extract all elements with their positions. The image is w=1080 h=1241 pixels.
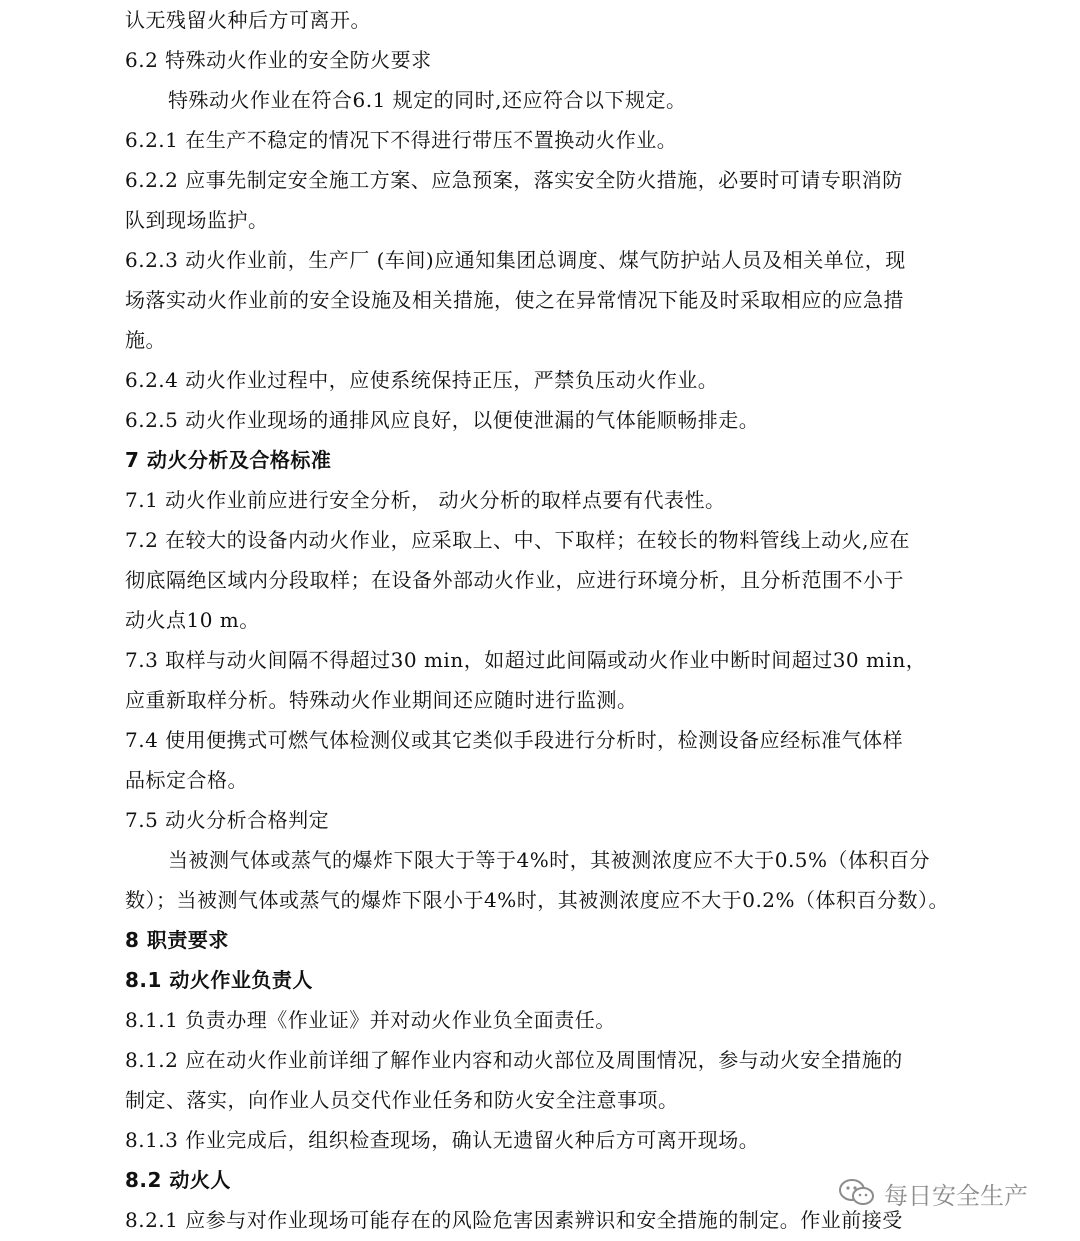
text-line: 6.2.2 应事先制定安全施工方案、应急预案，落实安全防火措施，必要时可请专职消防 xyxy=(125,168,903,192)
watermark xyxy=(838,1176,1028,1210)
text-line: 制定、落实，向作业人员交代作业任务和防火安全注意事项。 xyxy=(125,1088,679,1112)
text-line: 7.2 在较大的设备内动火作业，应采取上、中、下取样；在较长的物料管线上动火,应在 xyxy=(125,528,911,552)
wechat-icon xyxy=(838,1178,876,1208)
text-line: 7.1 动火作业前应进行安全分析， 动火分析的取样点要有代表性。 xyxy=(125,488,726,512)
watermark-text: 每日安全生产 xyxy=(884,1181,1028,1210)
text-line: 8.2.1 应参与对作业现场可能存在的风险危害因素辨识和安全措施的制定。作业前接受 xyxy=(125,1208,903,1232)
section-heading: 6.2 特殊动火作业的安全防火要求 xyxy=(125,48,432,72)
text-line: 7.4 使用便携式可燃气体检测仪或其它类似手段进行分析时，检测设备应经标准气体样 xyxy=(125,728,904,752)
section-heading: 8.2 动火人 xyxy=(125,1168,231,1192)
text-line: 6.2.1 在生产不稳定的情况下不得进行带压不置换动火作业。 xyxy=(125,128,678,152)
text-line: 彻底隔绝区域内分段取样；在设备外部动火作业，应进行环境分析，且分析范围不小于 xyxy=(125,568,904,592)
text-line: 7.3 取样与动火间隔不得超过30 min，如超过此间隔或动火作业中断时间超过30 min， xyxy=(125,648,927,672)
text-line: 场落实动火作业前的安全设施及相关措施，使之在异常情况下能及时采取相应的应急措 xyxy=(125,288,904,312)
text-line: 应重新取样分析。特殊动火作业期间还应随时进行监测。 xyxy=(125,688,638,712)
text-line: 动火点10 m。 xyxy=(125,608,260,632)
chapter-heading: 7 动火分析及合格标准 xyxy=(125,448,332,472)
text-line: 8.1.2 应在动火作业前详细了解作业内容和动火部位及周围情况，参与动火安全措施的 xyxy=(125,1048,903,1072)
section-heading: 8.1 动火作业负责人 xyxy=(125,968,313,992)
text-line: 认无残留火种后方可离开。 xyxy=(125,8,371,32)
text-line: 6.2.5 动火作业现场的通排风应良好，以便使泄漏的气体能顺畅排走。 xyxy=(125,408,760,432)
text-line: 6.2.3 动火作业前，生产厂 (车间)应通知集团总调度、煤气防护站人员及相关单位，现 xyxy=(125,248,906,272)
text-line: 当被测气体或蒸气的爆炸下限大于等于4%时，其被测浓度应不大于0.5%（体积百分 xyxy=(168,848,931,872)
text-line: 特殊动火作业在符合6.1 规定的同时,还应符合以下规定。 xyxy=(168,88,687,112)
text-line: 8.1.1 负责办理《作业证》并对动火作业负全面责任。 xyxy=(125,1008,616,1032)
text-line: 施。 xyxy=(125,328,166,352)
text-line: 数）；当被测气体或蒸气的爆炸下限小于4%时，其被测浓度应不大于0.2%（体积百分数）。 xyxy=(125,888,950,912)
text-line: 8.1.3 作业完成后，组织检查现场，确认无遗留火种后方可离开现场。 xyxy=(125,1128,760,1152)
text-line: 6.2.4 动火作业过程中，应使系统保持正压，严禁负压动火作业。 xyxy=(125,368,719,392)
text-line: 队到现场监护。 xyxy=(125,208,269,232)
section-heading: 7.5 动火分析合格判定 xyxy=(125,808,330,832)
text-line: 品标定合格。 xyxy=(125,768,248,792)
chapter-heading: 8 职责要求 xyxy=(125,928,229,952)
